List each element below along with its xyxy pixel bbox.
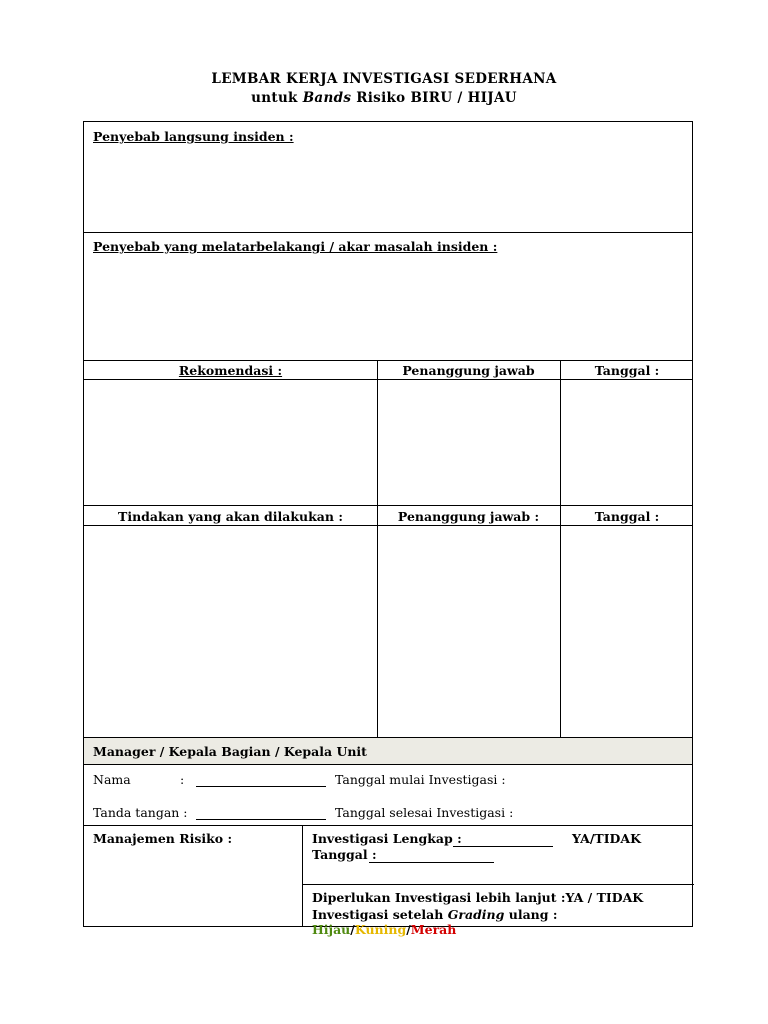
divider — [84, 764, 692, 765]
divider — [84, 825, 692, 826]
column-divider — [377, 505, 378, 737]
grade-hijau[interactable]: Hijau — [312, 922, 351, 937]
divider — [84, 232, 692, 233]
regrade-italic: Grading — [447, 907, 505, 922]
grade-separator: / — [406, 922, 411, 937]
ya-tidak-option[interactable]: YA/TIDAK — [572, 831, 641, 846]
subtitle-suffix: Risiko BIRU / HIJAU — [351, 90, 517, 106]
column-divider — [302, 825, 303, 926]
root-cause-label: Penyebab yang melatarbelakangi / akar masalah insiden : — [93, 239, 498, 254]
name-field[interactable] — [196, 774, 326, 787]
name-colon: : — [180, 772, 185, 787]
regrade-prefix: Investigasi setelah — [312, 907, 448, 922]
date-header-1: Tanggal : — [594, 363, 660, 378]
name-label: Nama — [93, 772, 131, 787]
recommendation-header: Rekomendasi : — [178, 363, 283, 378]
responsible-header-1: Penanggung jawab — [402, 363, 535, 378]
grade-kuning[interactable]: Kuning — [354, 922, 407, 937]
complete-investigation-field[interactable] — [453, 833, 553, 847]
regrade-suffix: ulang : — [504, 907, 558, 922]
column-divider — [560, 360, 561, 505]
action-header: Tindakan yang akan dilakukan : — [118, 509, 343, 524]
further-investigation-label: Diperlukan Investigasi lebih lanjut :YA / TIDAK — [312, 890, 644, 905]
document-subtitle — [0, 90, 768, 106]
regrade-line — [312, 907, 692, 937]
column-divider — [560, 505, 561, 737]
date-header-2: Tanggal : — [594, 509, 660, 524]
subtitle-prefix: untuk — [251, 90, 303, 106]
end-date-label: Tanggal selesai Investigasi : — [335, 805, 514, 820]
signature-label: Tanda tangan : — [93, 805, 188, 820]
signature-field[interactable] — [196, 807, 326, 820]
start-date-label: Tanggal mulai Investigasi : — [335, 772, 506, 787]
divider — [84, 505, 692, 506]
grade-merah[interactable]: Merah — [410, 922, 457, 937]
investigation-form — [83, 121, 693, 937]
divider — [84, 525, 692, 526]
grade-separator: / — [350, 922, 355, 937]
divider — [84, 360, 692, 361]
divider — [302, 884, 694, 885]
direct-cause-label: Penyebab langsung insiden : — [93, 129, 294, 144]
column-divider — [377, 360, 378, 505]
responsible-header-2: Penanggung jawab : — [397, 509, 540, 524]
subtitle-italic: Bands — [302, 90, 352, 106]
divider — [84, 379, 692, 380]
manager-heading: Manager / Kepala Bagian / Kepala Unit — [93, 744, 367, 759]
risk-date-field[interactable] — [369, 849, 494, 863]
risk-date-label: Tanggal : — [312, 847, 377, 862]
risk-management-label: Manajemen Risiko : — [93, 831, 233, 846]
complete-investigation-label: Investigasi Lengkap : — [312, 831, 462, 846]
document-title: LEMBAR KERJA INVESTIGASI SEDERHANA — [211, 71, 557, 87]
